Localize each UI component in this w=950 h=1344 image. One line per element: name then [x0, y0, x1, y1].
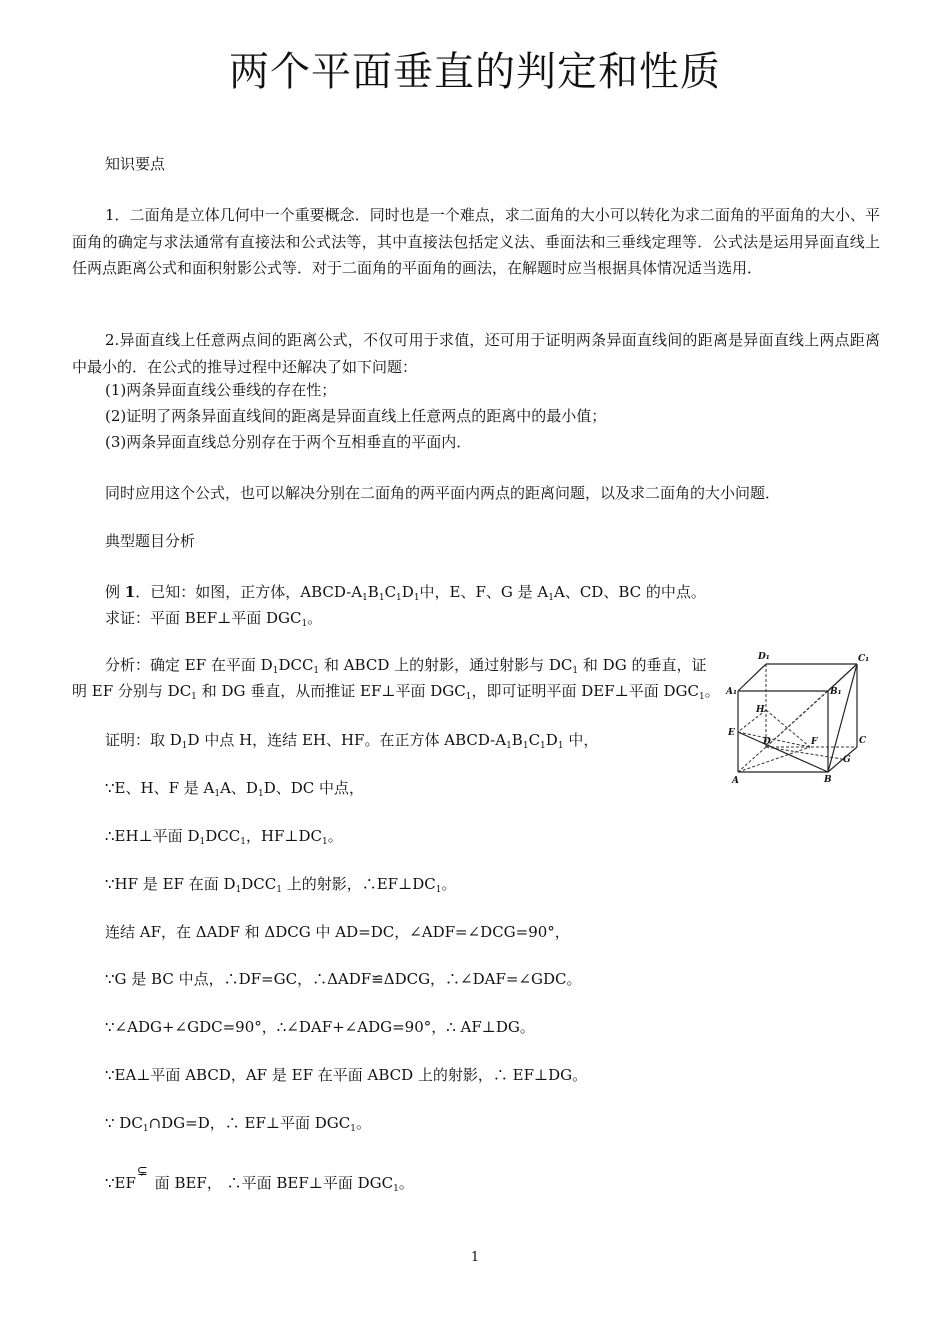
section-heading-knowledge: 知识要点 — [105, 155, 166, 173]
cube-label-c1: C₁ — [858, 654, 870, 664]
subset-symbol: ⊊ — [136, 1164, 148, 1179]
cube-label-h: H — [756, 705, 765, 715]
proof-line-5: 连结 AF，在 ΔADF 和 ΔDCG 中 AD=DC，∠ADF=∠DCG=90°， — [105, 923, 570, 941]
cube-label-c: C — [859, 736, 867, 746]
proof-line-6: ∵G 是 BC 中点，∴DF=GC，∴ΔADF≌ΔDCG，∴∠DAF=∠GDC。 — [105, 970, 582, 988]
list-item-3: (3)两条异面直线总分别存在于两个互相垂直的平面内． — [105, 433, 472, 451]
section-heading-examples: 典型题目分析 — [105, 532, 196, 550]
paragraph-1: 1．二面角是立体几何中一个重要概念．同时也是一个难点，求二面角的大小可以转化为求二面角的平面角的大小、平面角的确定与求法通常有直接法和公式法等，其中直接法包括定义法、垂面法和三垂线定理等．公式法是运用异面直线上任两点距离公式和面积射影公式等．对于二面角的平面角的画法，在解题时应当根据具体情况适当选用． — [72, 206, 880, 277]
cube-label-a: A — [732, 776, 739, 786]
cube-label-d1: D₁ — [758, 652, 770, 662]
proof-line-7: ∵∠ADG+∠GDC=90°，∴∠DAF+∠ADG=90°，∴ AF⊥DG。 — [105, 1018, 535, 1036]
cube-figure — [724, 648, 874, 788]
proof-line-10: ∵EF ⊊ 面 BEF， ∴平面 BEF⊥平面 $DGC_1$。 — [105, 1164, 414, 1194]
proof-line-8: ∵EA⊥平面 ABCD，AF 是 EF 在平面 ABCD 上的射影，∴ EF⊥DG。 — [105, 1066, 588, 1084]
proof-line-1: 证明：取 $D_1D$ 中点 H，连结 EH、HF。在正方体 ABCD-$A_1B_1C_1D_1$ 中， — [105, 731, 599, 751]
analysis-line-1: 分析：确定 EF 在平面 $D_1DCC_1$ 和 ABCD 上的射影，通过射影与 $DC_1$ 和 DG 的垂直，证 — [105, 656, 707, 676]
paragraph-2: 2.异面直线上任意两点间的距离公式，不仅可用于求值，还可用于证明两条异面直线间的距离是异面直线上两点距离中最小的．在公式的推导过程中还解决了如下问题： — [72, 331, 880, 376]
cube-label-b: B — [824, 775, 832, 785]
cube-label-g: G — [843, 755, 851, 765]
proof-line-9: ∵ $DC_1\cap DG=D$，∴ EF⊥平面 $DGC_1$。 — [105, 1114, 371, 1134]
paragraph-3: 同时应用这个公式，也可以解决分别在二面角的两平面内两点的距离问题，以及求二面角的大小问题． — [105, 484, 781, 502]
example-1-statement: 例 1．已知：如图，正方体，ABCD-$A_1B_1C_1D_1$中，E、F、G 是 $A_1A$、CD、BC 的中点。 — [105, 583, 706, 603]
cube-label-d: D — [763, 737, 771, 747]
cube-label-e: E — [728, 728, 735, 738]
example-1-prove: 求证：平面 BEF⊥平面 $DGC_1$。 — [105, 609, 323, 629]
page-number: 1 — [470, 1250, 480, 1265]
list-item-2: (2)证明了两条异面直线间的距离是异面直线上任意两点的距离中的最小值； — [105, 407, 607, 425]
list-item-1: (1)两条异面直线公垂线的存在性； — [105, 381, 337, 399]
example-number: 1 — [124, 583, 136, 601]
proof-line-2: ∵E、H、F 是 $A_1A$、$D_1D$、DC 中点， — [105, 779, 364, 799]
proof-line-4: ∵HF 是 EF 在面 $D_1DCC_1$ 上的射影，$\therefore EF\perp DC_1$。 — [105, 875, 457, 895]
cube-label-f: F — [811, 737, 818, 747]
cube-label-a1: A₁ — [726, 687, 737, 697]
proof-line-3: ∴EH⊥平面 $D_1DCC_1$，$HF\perp DC_1$。 — [105, 827, 343, 847]
cube-label-b1: B₁ — [830, 687, 842, 697]
analysis-line-2: 明 EF 分别与 $DC_1$ 和 DG 垂直，从而推证 EF⊥平面 $DGC_1$，即可证明平面 DEF⊥平面 $DGC_1$。 — [72, 682, 720, 702]
document-title: 两个平面垂直的判定和性质 — [229, 49, 721, 95]
